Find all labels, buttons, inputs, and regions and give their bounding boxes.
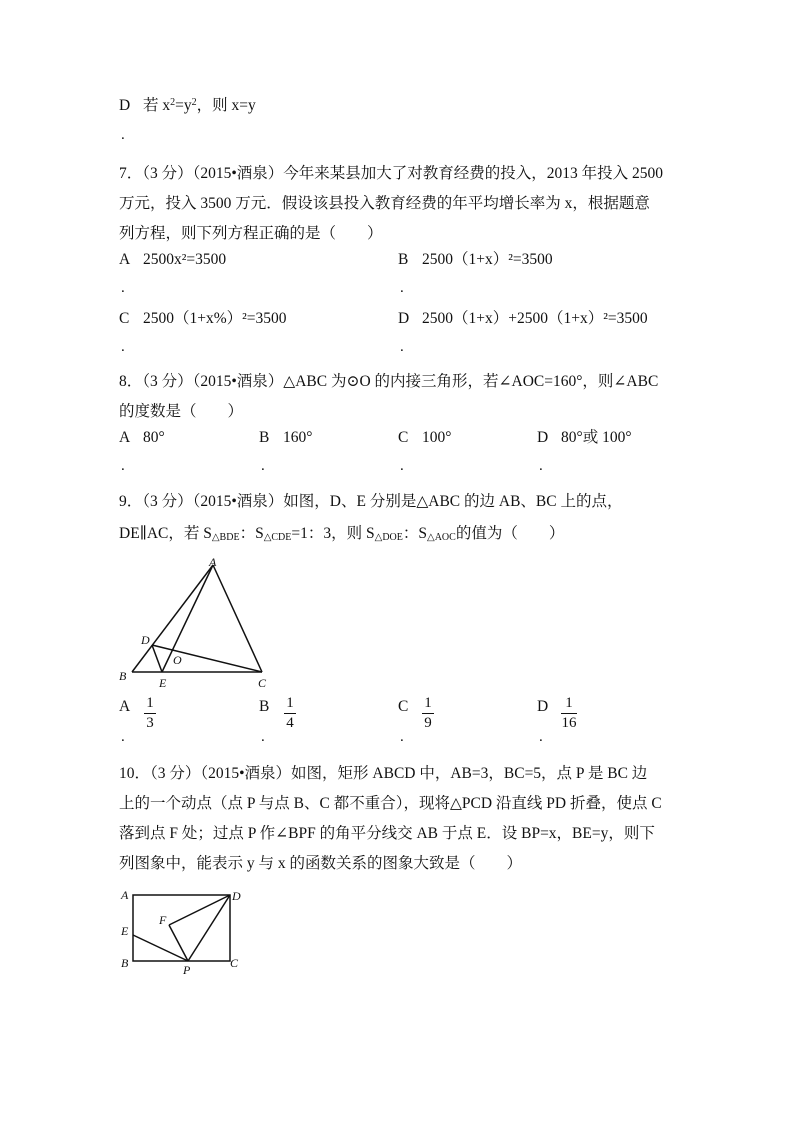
q9-option-a-fraction: $\frac{1}{3}$ (144, 695, 156, 732)
q9-triangle-figure (112, 555, 277, 690)
q7-stem-line3: 列方程，则下列方程正确的是（ ） (119, 225, 383, 242)
q8-stem-line1: 8．（3 分）（2015•酒泉）△ABC 为⊙O 的内接三角形，若∠AOC=160°，则∠ABC (119, 373, 659, 390)
rectangle-abcd (133, 895, 230, 961)
q10-stem-line4: 列图象中，能表示 y 与 x 的函数关系的图象大致是（ ） (119, 855, 523, 872)
q8-option-b: B 160° (259, 429, 313, 446)
label-b: B (119, 669, 127, 683)
label-c: C (230, 956, 239, 970)
q8-option-a: A 80° (119, 429, 165, 446)
label-e: E (159, 676, 167, 690)
q7-option-c: C 2500（1+x%）²=3500 (119, 310, 287, 327)
option-dot: . (400, 729, 404, 745)
option-dot: . (121, 339, 125, 355)
label-a: A (209, 555, 217, 569)
option-dot: . (400, 280, 404, 296)
option-dot: . (400, 339, 404, 355)
q7-stem-line1: 7．（3 分）（2015•酒泉）今年来某县加大了对教育经费的投入，2013 年投入 2500 (119, 165, 664, 182)
q7-option-b: B 2500（1+x）²=3500 (398, 251, 553, 268)
label-d: D (232, 889, 241, 903)
q9-option-b-fraction: $\frac{1}{4}$ (284, 695, 296, 732)
label-e: E (121, 924, 129, 938)
label-f: F (159, 913, 167, 927)
label-a: A (121, 888, 129, 902)
q9-option-a-letter: A (119, 698, 131, 715)
q8-option-c: C 100° (398, 429, 452, 446)
q9-option-c-fraction: $\frac{1}{9}$ (422, 695, 434, 732)
option-dot: . (261, 729, 265, 745)
label-o: O (173, 653, 182, 667)
q9-option-d-fraction: $\frac{1}{16}$ (561, 695, 577, 731)
option-dot: . (121, 729, 125, 745)
option-dot: . (121, 127, 125, 143)
option-dot: . (539, 729, 543, 745)
q7-option-a: A 2500x²=3500 (119, 251, 227, 268)
line-de (152, 645, 162, 672)
q7-stem-line2: 万元，投入 3500 万元．假设该县投入教育经费的年平均增长率为 x，根据题意 (119, 195, 650, 212)
q10-stem-line1: 10．（3 分）（2015•酒泉）如图，矩形 ABCD 中，AB=3，BC=5，点 P 是 BC 边 (119, 765, 648, 782)
line-ae (162, 565, 213, 672)
line-ac (213, 565, 262, 672)
q8-stem-line2: 的度数是（ ） (119, 403, 244, 420)
label-p: P (183, 963, 191, 977)
option-dot: . (121, 280, 125, 296)
q10-stem-line2: 上的一个动点（点 P 与点 B、C 都不重合），现将△PCD 沿直线 PD 折叠，使点 C (119, 795, 662, 812)
q9-stem-line2: DE∥AC，若 $S_{\triangle BDE}$：$S_{\triangle CDE}=1$：3，则 $S_{\triangle DOE}$：$S_{\triangle AOC}$的值为（ ） (119, 525, 565, 543)
label-d: D (141, 633, 150, 647)
q9-option-b-letter: B (259, 698, 270, 715)
q9-option-d-letter: D (537, 698, 549, 715)
line-ep (133, 935, 188, 961)
option-dot: . (261, 458, 265, 474)
q6-option-d: D 若 $x^2=y^2$，则 x=y (119, 97, 256, 114)
option-dot: . (400, 458, 404, 474)
label-c: C (258, 676, 267, 690)
q9-stem-line1: 9．（3 分）（2015•酒泉）如图，D、E 分别是△ABC 的边 AB、BC 上的点， (119, 493, 623, 510)
q7-option-d: D 2500（1+x）+2500（1+x）²=3500 (398, 310, 648, 327)
label-b: B (121, 956, 129, 970)
q9-option-c-letter: C (398, 698, 409, 715)
line-fp (169, 925, 188, 961)
q8-option-d: D 80°或 100° (537, 429, 632, 446)
option-dot: . (539, 458, 543, 474)
q10-rectangle-figure (112, 885, 252, 977)
q10-stem-line3: 落到点 F 处；过点 P 作∠BPF 的角平分线交 AB 于点 E．设 BP=x，BE=y，则下 (119, 825, 655, 842)
option-dot: . (121, 458, 125, 474)
